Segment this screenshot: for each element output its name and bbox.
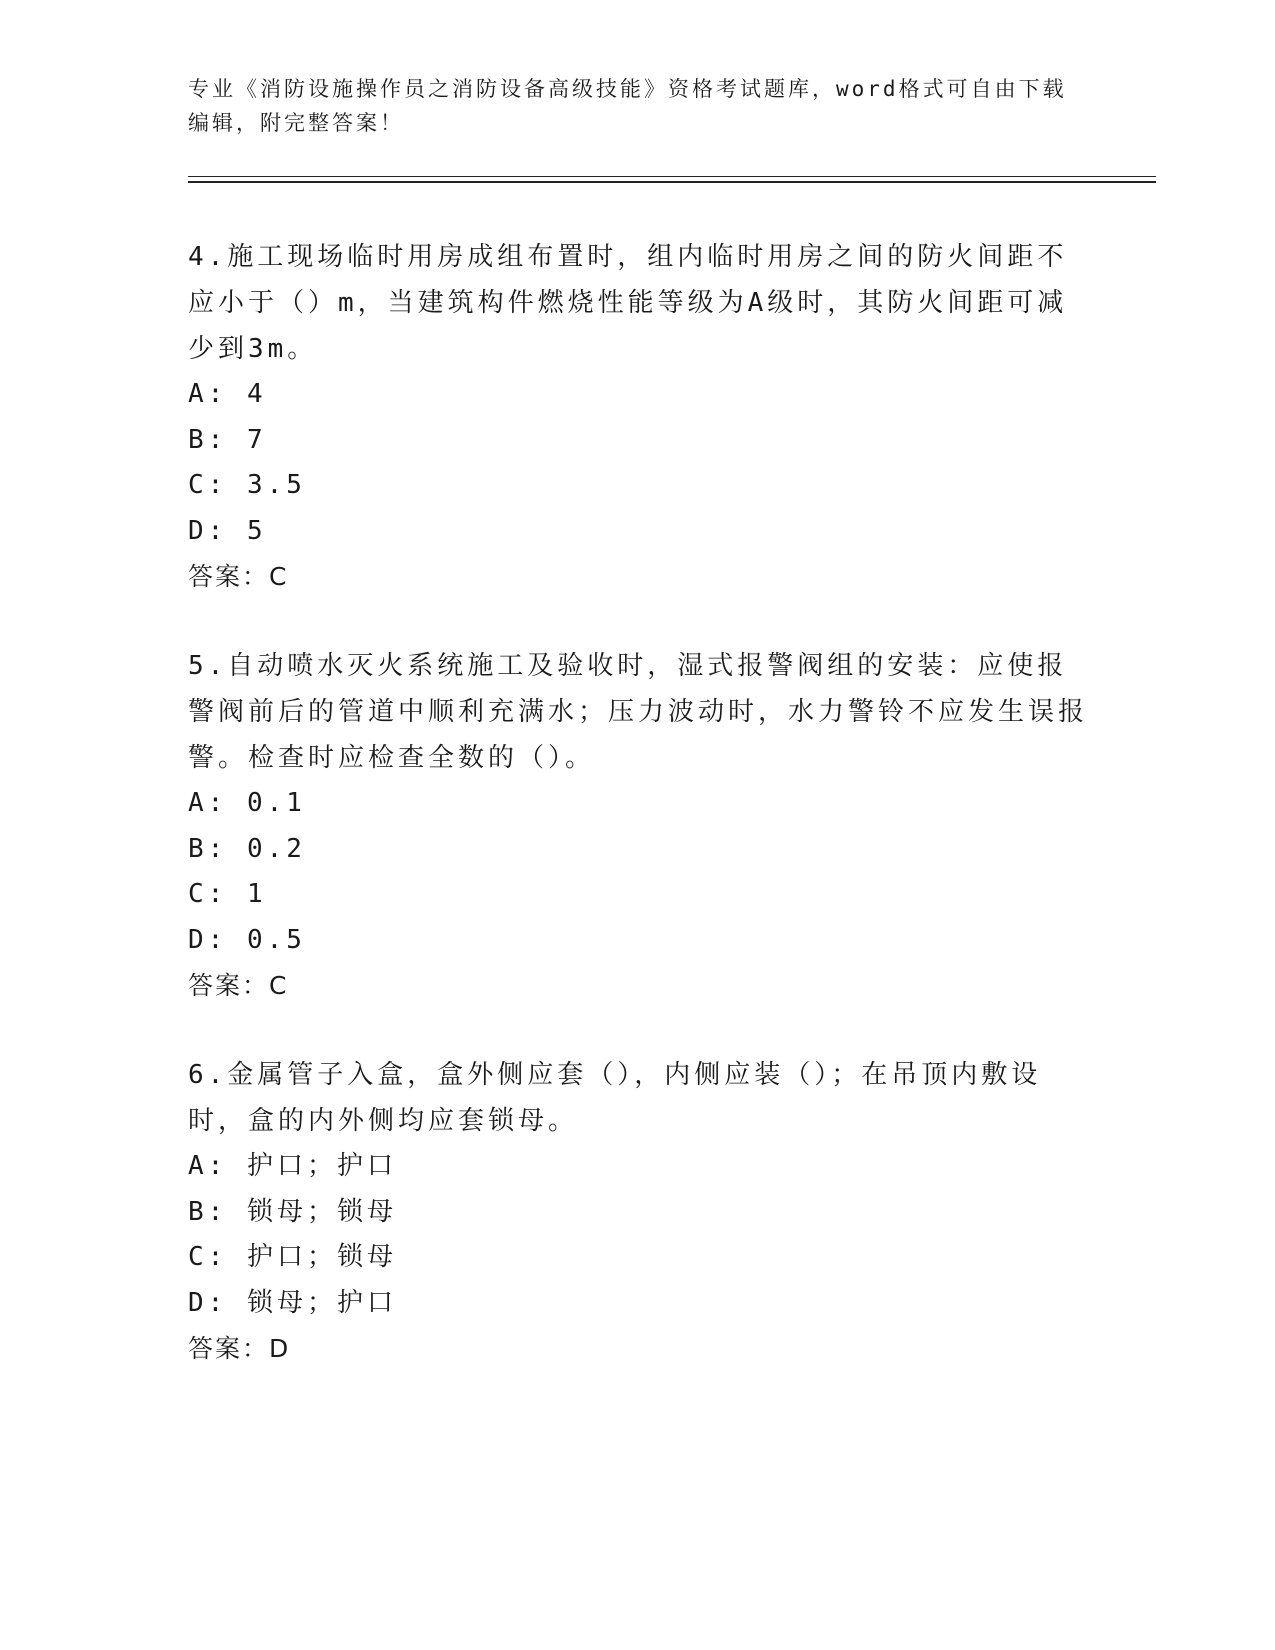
option-c: C: 3.5 (188, 470, 306, 500)
question-5 (188, 643, 1088, 1008)
answer-line: 答案：D (188, 1334, 291, 1363)
option-a: A: 4 (188, 379, 267, 409)
answer-line: 答案：C (188, 562, 289, 591)
option-b: B: 0.2 (188, 833, 306, 864)
option-b: B: 7 (188, 424, 267, 455)
question-stem: 6.金属管子入盒，盒外侧应套（），内侧应装（）；在吊顶内敷设时，盒的内外侧均应套锁母。 (188, 1060, 1042, 1136)
document-header: 专业《消防设施操作员之消防设备高级技能》资格考试题库，word格式可自由下载编辑，附完整答案！ (188, 77, 1067, 135)
answer-line: 答案：C (188, 971, 289, 1000)
option-d: D: 5 (188, 515, 267, 546)
option-c: C: 1 (188, 879, 267, 909)
question-6 (188, 1052, 1088, 1371)
option-b: B: 锁母；锁母 (188, 1196, 397, 1227)
question-stem: 5.自动喷水灭火系统施工及验收时，湿式报警阀组的安装：应使报警阀前后的管道中顺利充满水；压力波动时，水力警铃不应发生误报警。检查时应检查全数的（）。 (188, 651, 1089, 773)
option-a: A: 0.1 (188, 788, 306, 818)
option-d: D: 锁母；护口 (188, 1287, 397, 1318)
header-divider-thin (188, 176, 1156, 177)
question-4 (188, 234, 1088, 599)
option-d: D: 0.5 (188, 924, 306, 955)
option-a: A: 护口；护口 (188, 1151, 397, 1181)
option-c: C: 护口；锁母 (188, 1242, 397, 1272)
header-divider-thick (188, 181, 1156, 183)
question-stem: 4.施工现场临时用房成组布置时，组内临时用房之间的防火间距不应小于（）m，当建筑构件燃烧性能等级为A级时，其防火间距可减少到3m。 (188, 242, 1068, 364)
